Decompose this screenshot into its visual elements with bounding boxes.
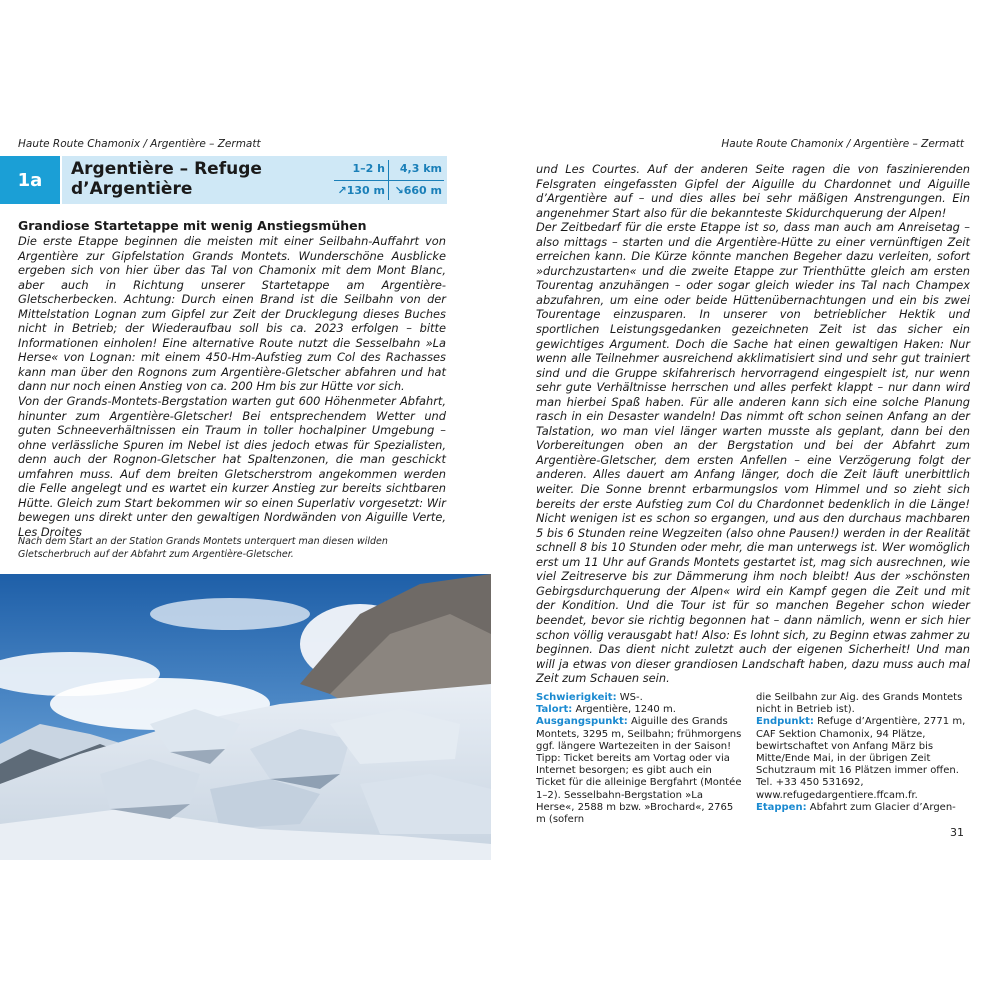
running-head-left: Haute Route Chamonix / Argentière – Zermatt [18,138,261,150]
fact-key: Endpunkt: [756,716,814,728]
tour-title-box [0,156,447,204]
right-page [492,0,984,984]
stat-distance: 4,3 km [399,162,442,175]
fact-key: Etappen: [756,801,807,813]
stat-descent: ↘660 m [394,184,442,197]
tour-stats [330,156,447,204]
body-text-right [536,162,970,686]
body-text-left [18,234,446,539]
tour-title-line1: Argentière – Refuge [71,159,262,179]
fact-text: die Seilbahn zur Aig. des Grands Montets nicht in Betrieb ist). [756,692,963,716]
page-number: 31 [950,826,964,839]
facts-column-2 [756,692,970,814]
stat-ascent: ↗130 m [337,184,385,197]
facts-column-1 [536,692,742,826]
stat-time: 1–2 h [352,162,385,175]
paragraph: Die erste Etappe beginnen die meisten mit einer Seilbahn-Auffahrt von Argentière zur Gipfelstation Grands Montets. Wunderschöne Ausblicke ergeben sich von hier über das Tal von Chamonix mit dem Mont Blanc, aber auch in Richtung unserer Startetappe am Argentière-Gletscherbecken. Achtung: Durch einen Brand ist die Seilbahn von der Mittelstation Lognan zum Gipfel zur Zeit der Drucklegung dieses Buches nicht in Betrieb; der Wiederaufbau soll bis ca. 2023 erfolgen – bitte Informationen einholen! Eine alternative Route nutzt die Sesselbahn »La Herse« von Lognan: mit einem 450-Hm-Aufstieg zum Col des Rachasses kann man über den Rognons zum Argentière-Gletscher abfahren und hat dann nur noch einen Anstieg von ca. 200 Hm bis zur Hütte vor sich. [18,234,446,394]
tour-title [71,159,262,199]
tour-title-line2: d’Argentière [71,179,193,199]
tour-number-badge: 1a [0,156,60,204]
fact-text: Aiguille des Grands Montets, 3295 m, Seilbahn; frühmorgens ggf. längere Wartezeiten in der Saison! Tipp: Ticket bereits am Vortag oder via Internet besorgen; es gibt auch ein Ticket für die alleinige Bergfahrt (Montée 1–2). Sesselbahn-Bergstation »La Herse«, 2588 m bzw. »Brochard«, 2765 m (sofern [536,716,742,826]
fact-key: Talort: [536,704,573,716]
fact-text: WS-. [616,692,643,703]
fact-text: Argentière, 1240 m. [572,704,676,716]
fact-text: Abfahrt zum Glacier d’Argen- [806,801,956,813]
tour-title-bar [62,156,447,204]
running-head-right: Haute Route Chamonix / Argentière – Zermatt [721,138,964,150]
paragraph: Der Zeitbedarf für die erste Etappe ist so, dass man auch am Anreisetag – also mittags – starten und die Argentière-Hütte zu einer vernünftigen Zeit erreichen kann. Die Kürze könnte manchen Begeher dazu verleiten, sofort »durchzustarten« und die zweite Etappe zur Trienthütte gleich am ersten Tourentag anzuhängen – oder sogar gleich wieder ins Tal nach Champex abzufahren, um eine oder beide Hüttenübernachtungen und ein bis zwei Tourentage einzusparen. In unserer von betrieblicher Hektik und sportlichen Leistungsgedanken gezeichneten Zeit ist das sicher ein gewichtiges Argument. Doch die Sache hat einen gewaltigen Haken: Nur wenn alle Teilnehmer ausreichend akklimatisiert sind und sehr gut trainiert sind und die Gruppe skifahrerisch hervorragend eingespielt ist, nur wenn sehr gute Verhältnisse herrschen und alles perfekt klappt – nur dann wird man hierbei Spaß haben. Für alle anderen kann sich eine solche Planung rasch in ein Desaster wandeln! Das nimmt oft schon seinen Anfang an der Talstation, wo man viel länger warten musste als geplant, dann bei den Vorbereitungen oben an der Bergstation und bei der Abfahrt zum Argentière-Gletscher, dem ersten Anfellen – eine Verzögerung folgt der anderen. Alles dauert am Anfang länger, doch die Zeit läuft unerbittlich weiter. Die Sonne brennt erbarmungslos vom Himmel und so zieht sich bereits der erste Aufstieg zum Col du Chardonnet bedenklich in die Länge! Nicht wenigen ist es schon so ergangen, und aus den durchaus machbaren 5 bis 6 Stunden reine Wegzeiten (also ohne Pausen!) werden in der Realität schnell 8 bis 10 Stunden oder mehr, die man unterwegs ist. Wer womöglich erst um 11 Uhr auf Grands Montets gestartet ist, mag sich ausrechnen, wie viel Zeitreserve bis zur Dämmerung ihm noch bleibt! Aus der »schönsten Gebirgsdurchquerung der Alpen« wird ein Kampf gegen die Zeit und mit der Kondition. Und die Tour ist für so manchen Begeher schon wieder beendet, bevor sie richtig begonnen hat – dann nämlich, wenn er sich hier schon völlig verausgabt hat! Also: Es lohnt sich, zu Beginn etwas zahmer zu beginnen. Das dient nicht zuletzt auch der eigenen Sicherheit! Und man will ja etwas von dieser grandiosen Landschaft haben, dazu muss auch mal Zeit zum Schauen sein. [536,220,970,686]
lead-heading: Grandiose Startetappe mit wenig Anstiegsmühen [18,218,367,233]
fact-text: Refuge d’Argentière, 2771 m, CAF Sektion Chamonix, 94 Plätze, bewirtschaftet von Anfang März bis Mitte/Ende Mai, in der übrigen Zeit Schutzraum mit 16 Plätzen immer offen. Tel. +33 450 531692, www.refugedargentiere.ffcam.fr. [756,716,966,801]
fact-key: Schwierigkeit: [536,692,617,703]
glacier-photo-image [0,574,491,860]
paragraph: und Les Courtes. Auf der anderen Seite ragen die von faszinierenden Felsgraten eingefassten Gipfel der Aiguille du Chardonnet und Aiguille d’Argentière auf – und dies alles bei sehr mäßigen Anstrengungen. Ein angenehmer Start also für die bekannteste Skidurchquerung der Alpen! [536,162,970,220]
paragraph: Von der Grands-Montets-Bergstation warten gut 600 Höhenmeter Abfahrt, hinunter zum Argentière-Gletscher! Bei entsprechendem Wetter und guten Schneeverhältnissen ein Traum in toller hochalpiner Umgebung – ohne verlässliche Spuren im Nebel ist dies jedoch etwas für Spezialisten, denn auch der Rognon-Gletscher hat Spaltenzonen, die man geschickt umfahren muss. Auf dem breiten Gletscherstrom angekommen werden die Felle angelegt und es wartet ein kurzer Anstieg zur bereits sichtbaren Hütte. Gleich zum Start bekommen wir so einen Superlativ vorgesetzt: Wir bewegen uns direkt unter den gewaltigen Nordwänden von Aiguille Verte, Les Droites [18,394,446,539]
photo-caption: Nach dem Start an der Station Grands Montets unterquert man diesen wilden Gletscherbruch auf der Abfahrt zum Argentière-Gletscher. [18,536,388,560]
fact-key: Ausgangspunkt: [536,716,628,728]
glacier-photo [0,574,491,860]
